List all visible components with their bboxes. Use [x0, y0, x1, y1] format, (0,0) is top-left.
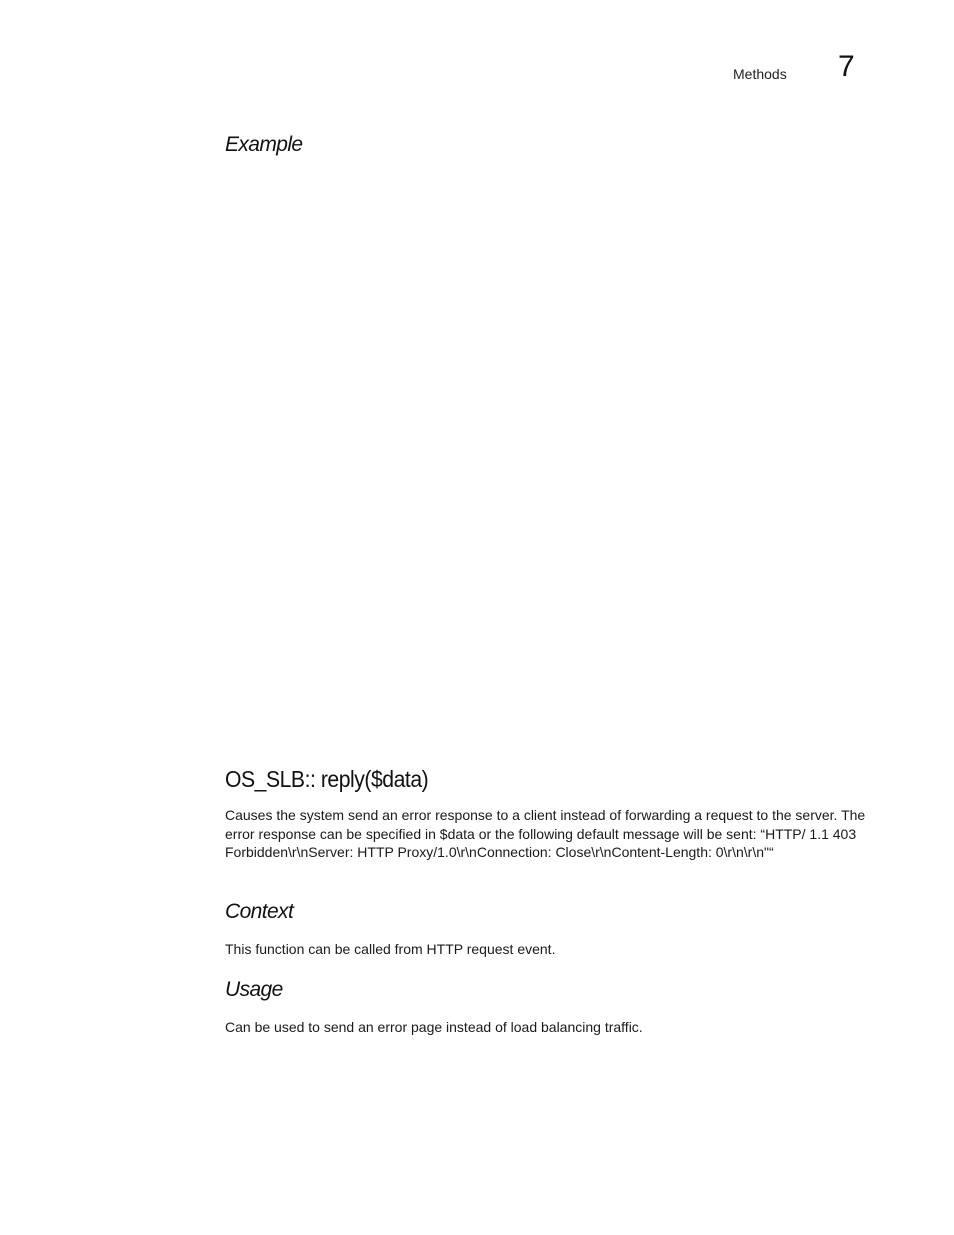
- context-heading: Context: [225, 900, 294, 923]
- method-description: Causes the system send an error response to a client instead of forwarding a request to the server. The error response can be specified in $data or the following default message will be sent: “HTTP/ 1.1 403 Forbidden\r\nServer: HTTP Proxy/1.0\r\nConnection: Close\r\nContent-Length: 0\r\n\r\n"“: [225, 807, 866, 860]
- usage-text: Can be used to send an error page instead of load balancing traffic.: [225, 1019, 643, 1035]
- running-header-section: Methods: [733, 66, 787, 82]
- context-text: This function can be called from HTTP request event.: [225, 941, 556, 957]
- chapter-number: 7: [838, 50, 855, 83]
- usage-heading: Usage: [225, 978, 283, 1001]
- method-title: OS_SLB:: reply($data): [225, 766, 429, 792]
- example-heading: Example: [225, 133, 303, 156]
